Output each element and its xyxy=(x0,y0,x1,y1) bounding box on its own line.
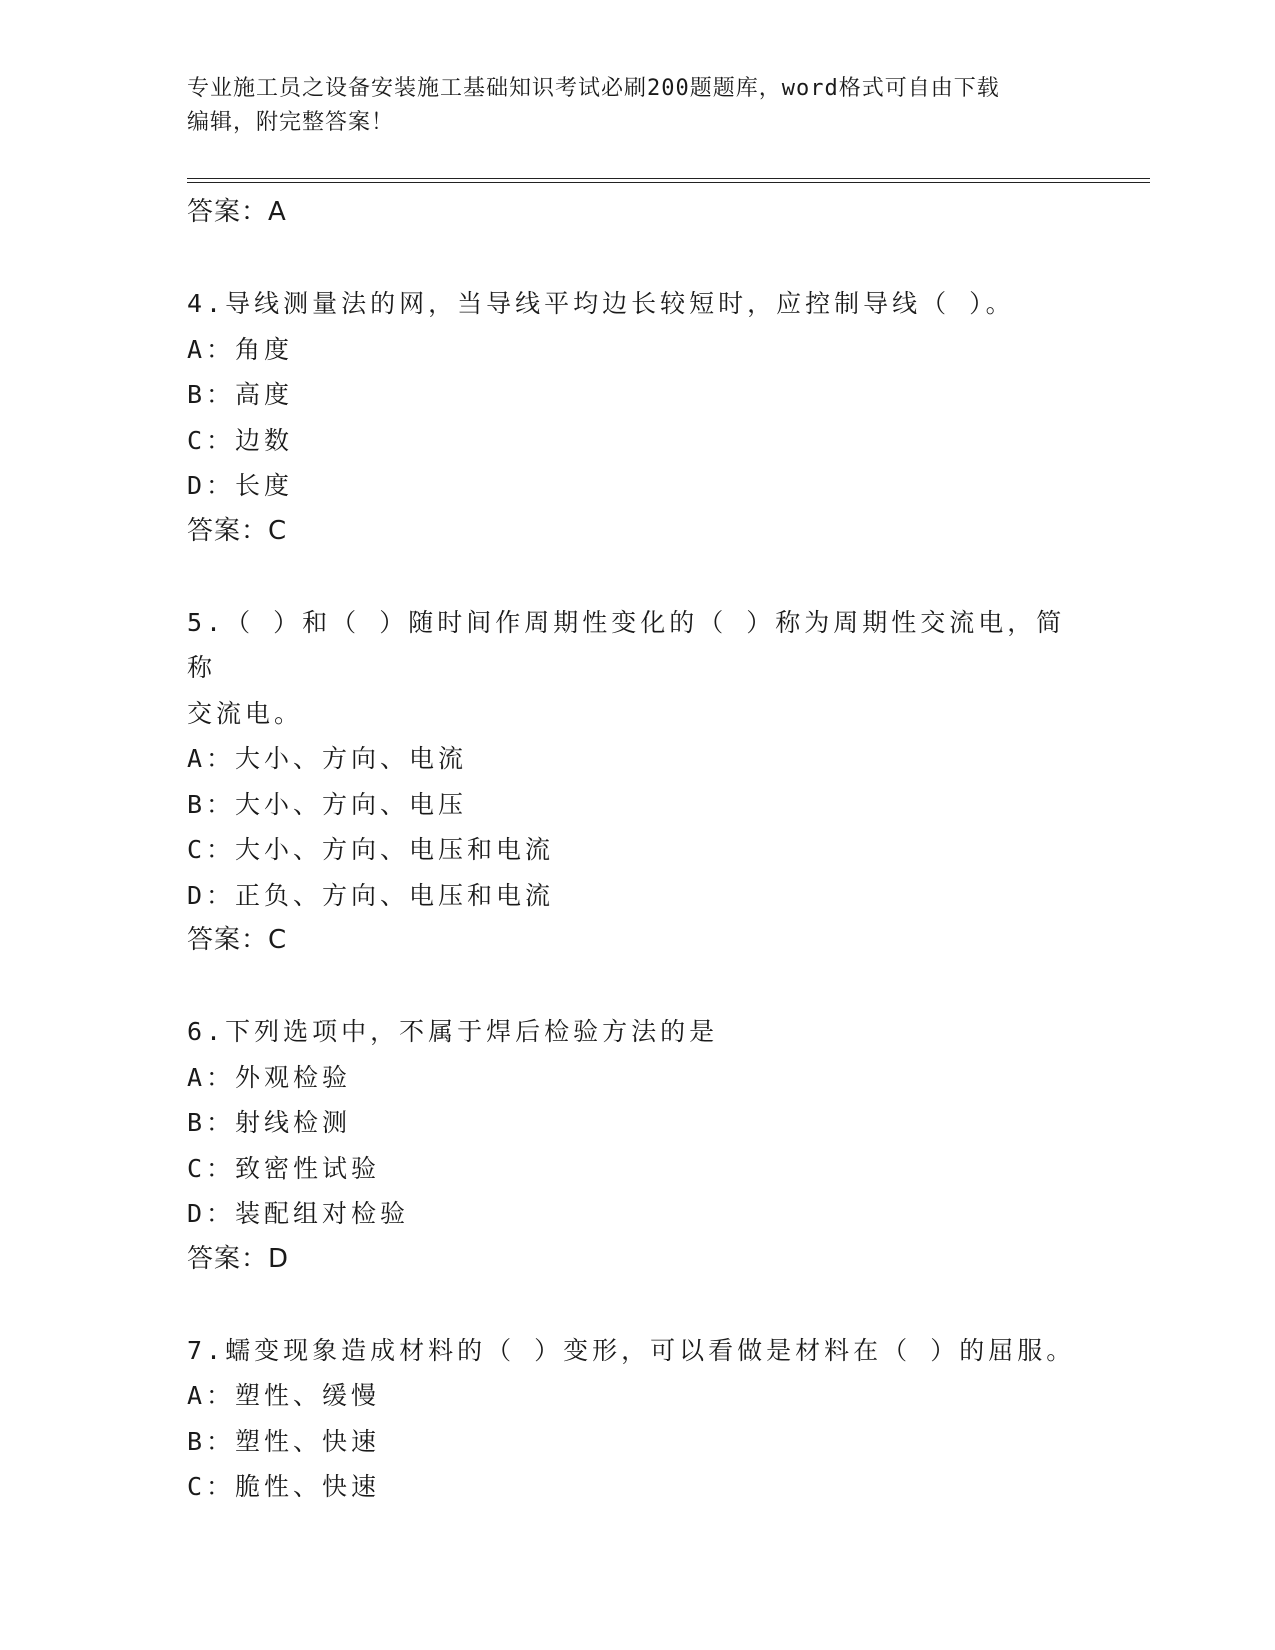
option-c: C：边数 xyxy=(187,425,294,455)
answer-line: 答案：C xyxy=(187,515,288,546)
header-divider-top xyxy=(187,178,1150,179)
answer-line: 答案：D xyxy=(187,1243,290,1274)
option-a: A：塑性、缓慢 xyxy=(187,1381,381,1410)
option-a: A：角度 xyxy=(187,334,294,364)
option-a: A：大小、方向、电流 xyxy=(187,744,468,773)
header-title-line-2: 编辑，附完整答案！ xyxy=(187,110,395,135)
question-stem-continued: 交流电。 xyxy=(187,698,304,728)
question-stem: 4.导线测量法的网，当导线平均边长较短时，应控制导线（ ）。 xyxy=(187,289,1015,318)
answer-line: 答案：A xyxy=(187,197,287,227)
question-block xyxy=(187,600,1087,964)
header-divider-bottom xyxy=(187,182,1150,183)
answer-line: 答案：C xyxy=(187,925,288,955)
question-stem: 5.（ ）和（ ）随时间作周期性变化的（ ）称为周期性交流电，简称 xyxy=(187,607,1066,682)
option-a: A：外观检验 xyxy=(187,1062,352,1092)
spacer xyxy=(187,964,1087,1010)
question-stem: 6.下列选项中，不属于焊后检验方法的是 xyxy=(187,1017,719,1046)
option-d: D：装配组对检验 xyxy=(187,1199,410,1228)
option-b: B：塑性、快速 xyxy=(187,1426,381,1456)
question-block xyxy=(187,281,1087,554)
spacer xyxy=(187,554,1087,600)
option-d: D：长度 xyxy=(187,471,294,500)
question-block xyxy=(187,1328,1087,1510)
spacer xyxy=(187,236,1087,282)
option-c: C：脆性、快速 xyxy=(187,1472,381,1501)
option-b: B：大小、方向、电压 xyxy=(187,789,468,819)
question-list xyxy=(187,190,1087,1510)
page-header xyxy=(187,72,1067,140)
question-stem: 7.蠕变现象造成材料的（ ）变形，可以看做是材料在（ ）的屈服。 xyxy=(187,1335,1076,1365)
spacer xyxy=(187,1282,1087,1328)
option-b: B：射线检测 xyxy=(187,1108,352,1137)
header-title-line-1: 专业施工员之设备安装施工基础知识考试必刷200题题库，word格式可自由下载 xyxy=(187,76,1000,101)
option-c: C：大小、方向、电压和电流 xyxy=(187,835,555,864)
option-c: C：致密性试验 xyxy=(187,1153,381,1183)
option-b: B：高度 xyxy=(187,380,294,409)
question-block xyxy=(187,1009,1087,1282)
option-d: D：正负、方向、电压和电流 xyxy=(187,880,555,910)
